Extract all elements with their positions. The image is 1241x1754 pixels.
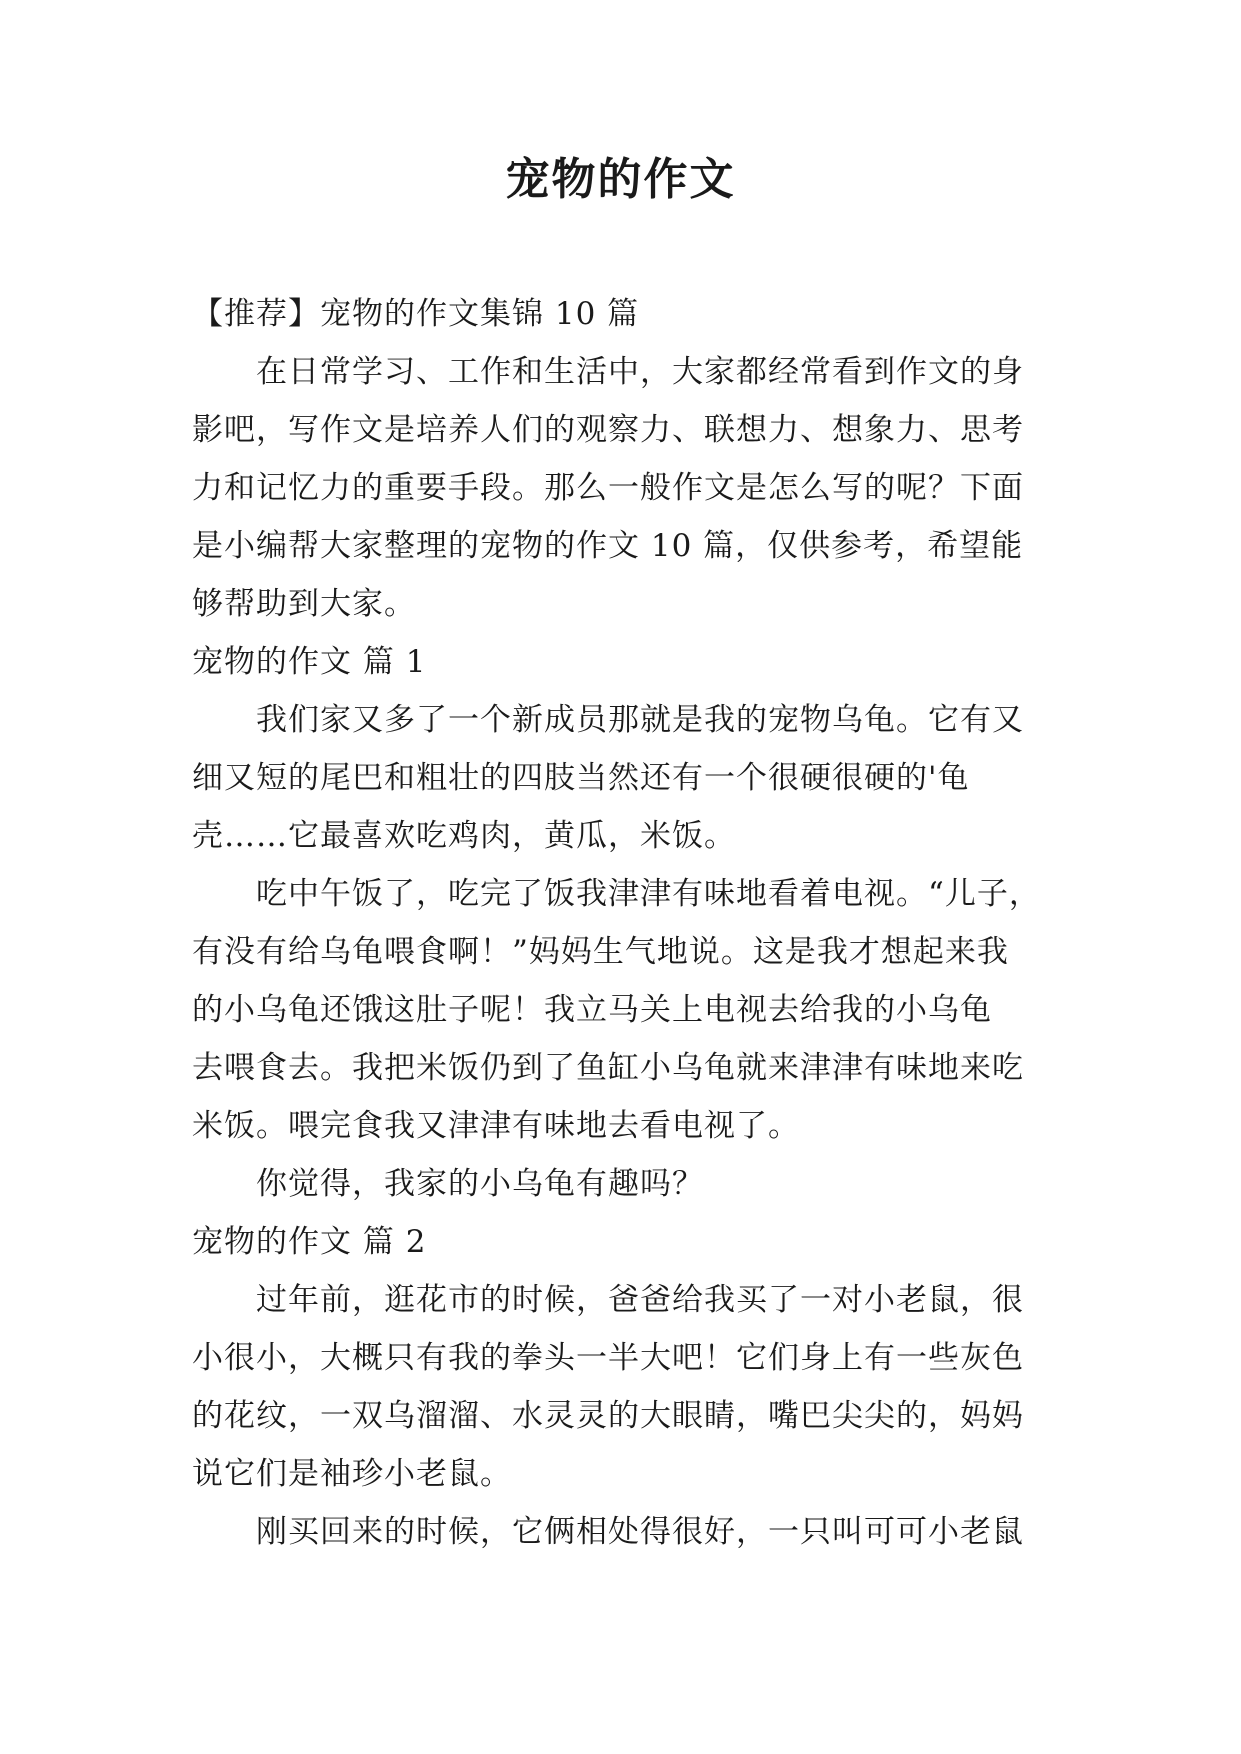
paragraph-line: 是小编帮大家整理的宠物的作文 10 篇，仅供参考，希望能 xyxy=(192,528,1024,564)
paragraph-line: 我们家又多了一个新成员那就是我的宠物乌龟。它有又 xyxy=(256,702,1024,738)
paragraph-line: 力和记忆力的重要手段。那么一般作文是怎么写的呢？下面 xyxy=(192,470,1024,506)
document-body xyxy=(192,285,1068,1561)
paragraph-line: 在日常学习、工作和生活中，大家都经常看到作文的身 xyxy=(256,354,1024,390)
paragraph-line: 米饭。喂完食我又津津有味地去看电视了。 xyxy=(192,1108,800,1144)
paragraph-line: 细又短的尾巴和粗壮的四肢当然还有一个很硬很硬的'龟 xyxy=(192,760,970,796)
paragraph-line: 说它们是袖珍小老鼠。 xyxy=(192,1456,512,1492)
paragraph-line: 刚买回来的时候，它俩相处得很好，一只叫可可小老鼠 xyxy=(256,1514,1024,1550)
paragraph-line: 够帮助到大家。 xyxy=(192,586,416,622)
paragraph-line: 影吧，写作文是培养人们的观察力、联想力、想象力、思考 xyxy=(192,412,1024,448)
paragraph-line: 小很小，大概只有我的拳头一半大吧！它们身上有一些灰色 xyxy=(192,1340,1024,1376)
paragraph-line: 过年前，逛花市的时候，爸爸给我买了一对小老鼠，很 xyxy=(256,1282,1024,1318)
paragraph-line: 的花纹，一双乌溜溜、水灵灵的大眼睛，嘴巴尖尖的，妈妈 xyxy=(192,1398,1024,1434)
paragraph-line: 有没有给乌龟喂食啊！”妈妈生气地说。这是我才想起来我 xyxy=(192,934,1009,970)
paragraph-line: 的小乌龟还饿这肚子呢！我立马关上电视去给我的小乌龟 xyxy=(192,992,992,1028)
paragraph-line: 你觉得，我家的小乌龟有趣吗？ xyxy=(256,1166,704,1202)
document-title: 宠物的作文 xyxy=(505,154,736,205)
section-heading: 宠物的作文 篇 1 xyxy=(192,644,427,680)
paragraph-line: 去喂食去。我把米饭仍到了鱼缸小乌龟就来津津有味地来吃 xyxy=(192,1050,1024,1086)
paragraph-line: 壳……它最喜欢吃鸡肉，黄瓜，米饭。 xyxy=(192,818,736,854)
paragraph-line: 吃中午饭了，吃完了饭我津津有味地看着电视。“儿子， xyxy=(256,876,1041,912)
section-heading: 宠物的作文 篇 2 xyxy=(192,1224,427,1260)
subtitle-line: 【推荐】宠物的作文集锦 10 篇 xyxy=(192,296,640,332)
